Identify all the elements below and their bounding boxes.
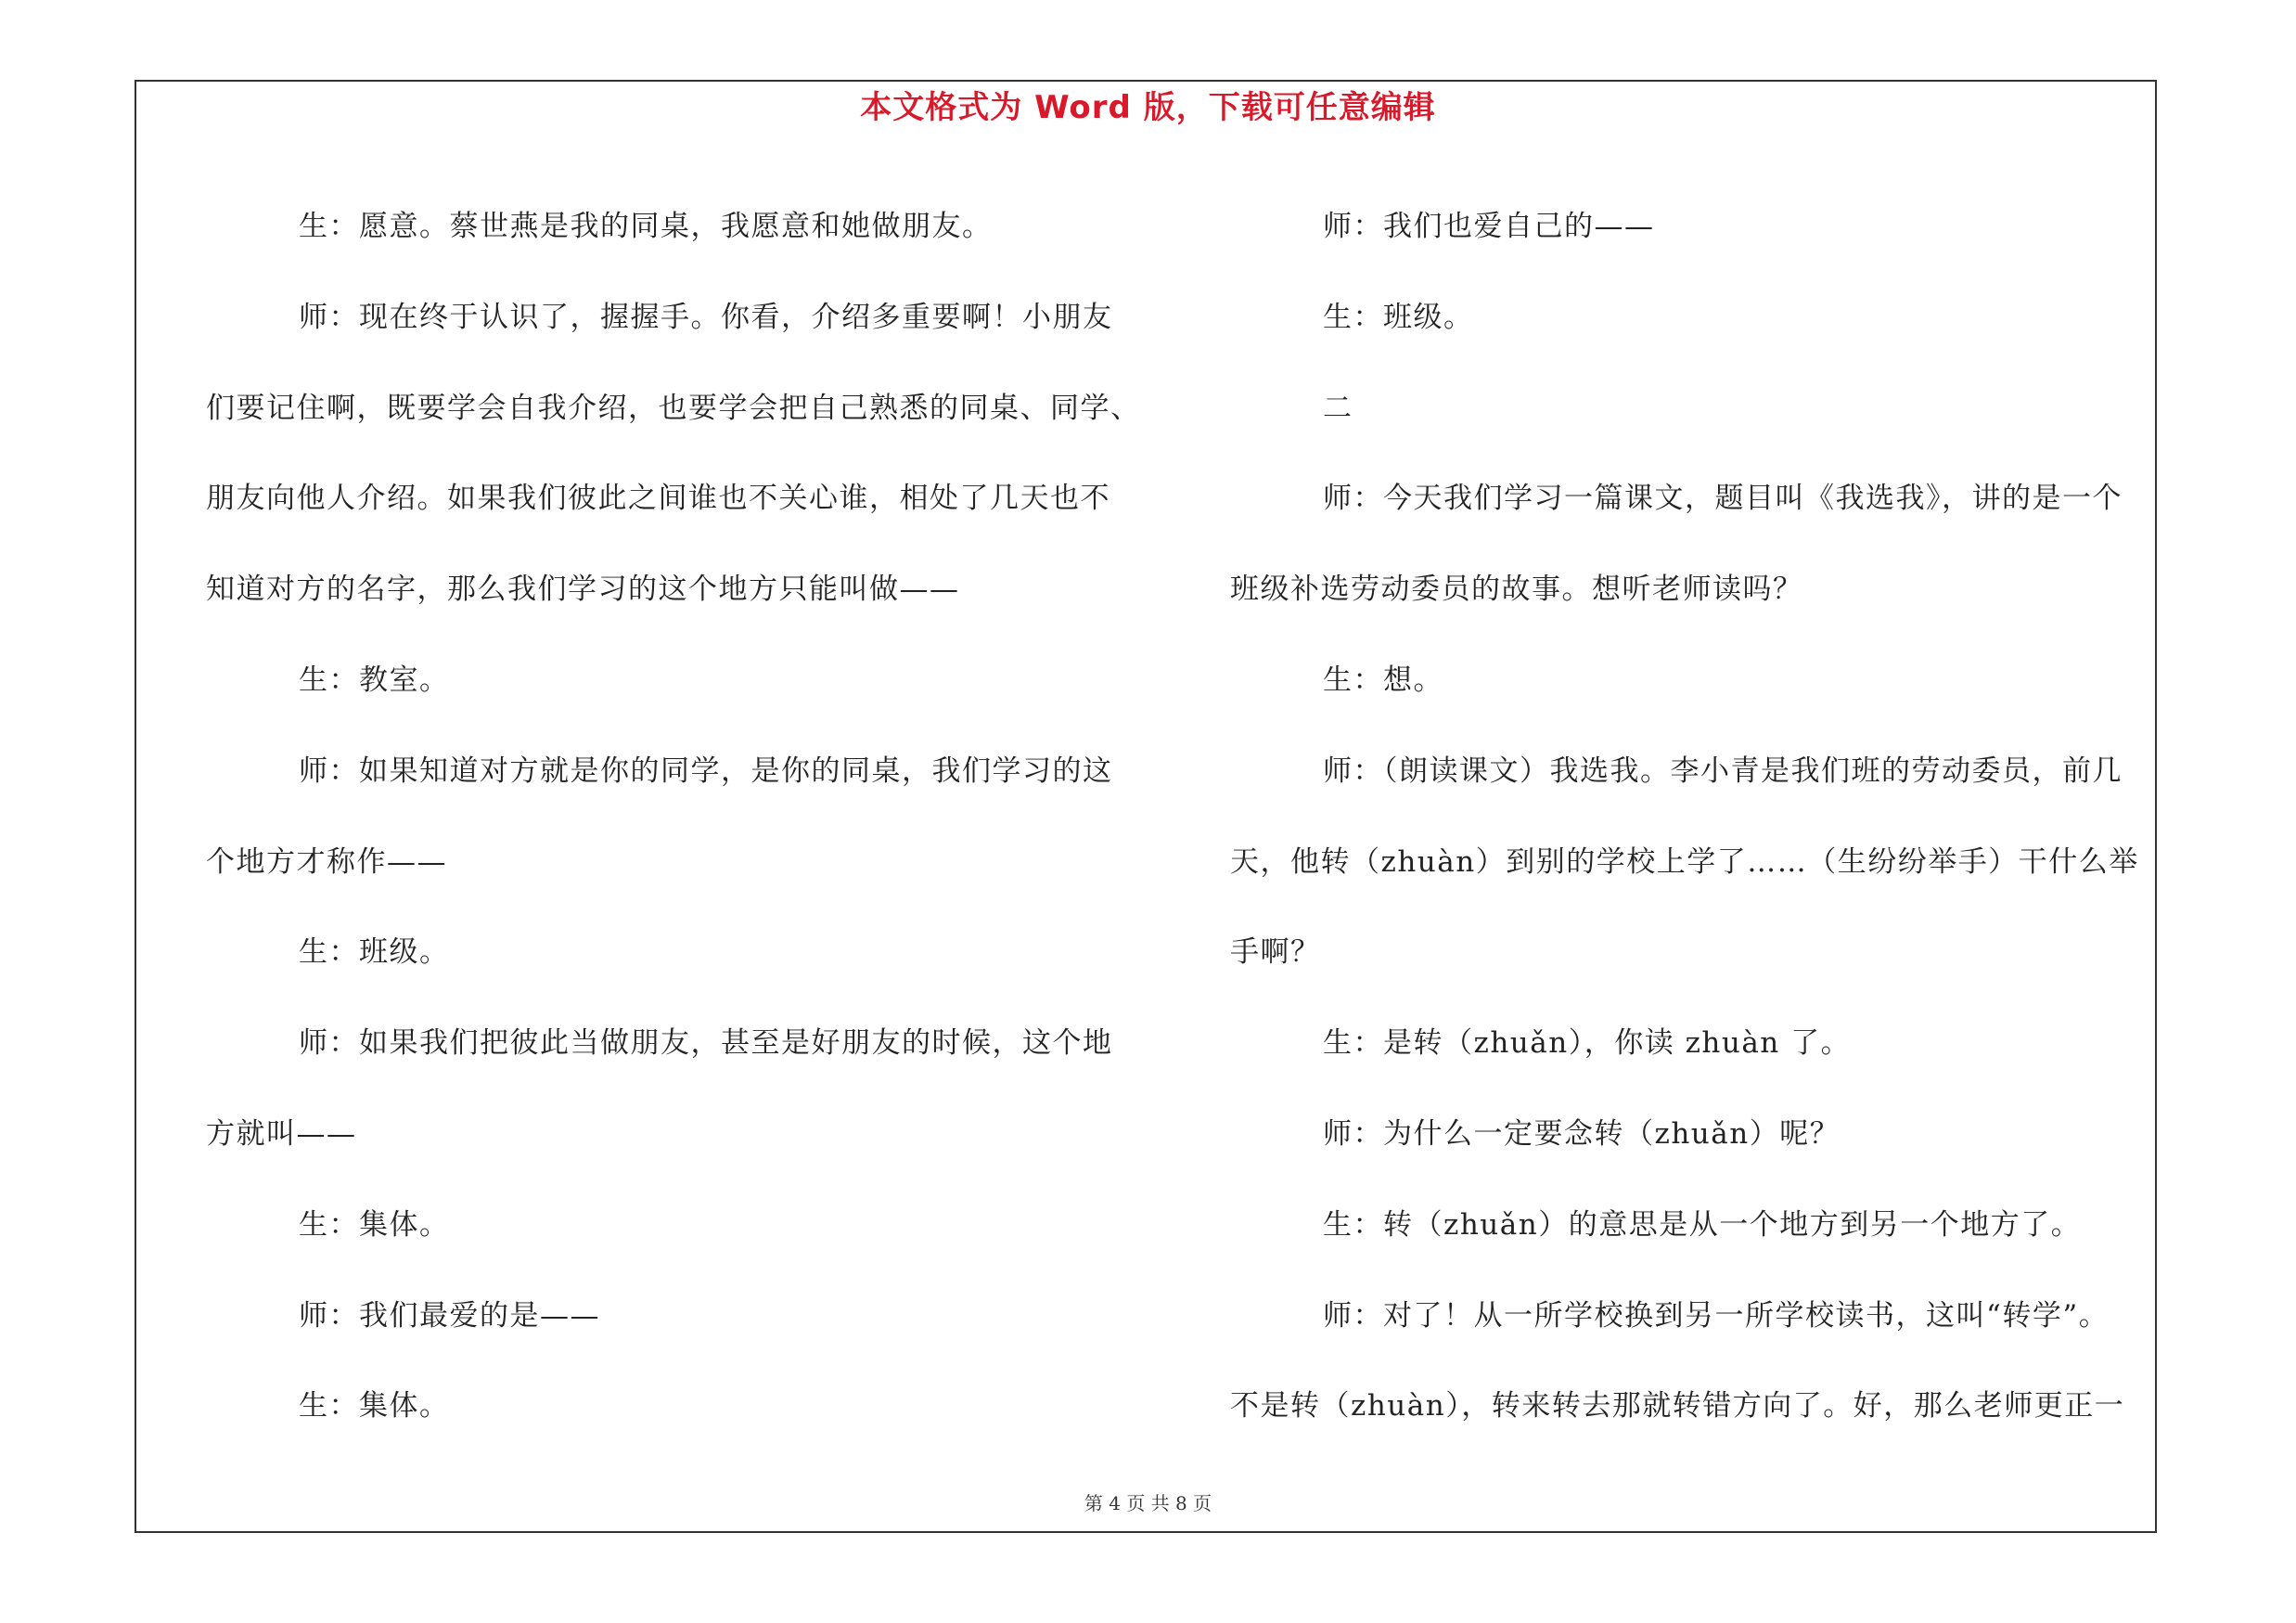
text-line: 师：我们最爱的是—— xyxy=(299,1298,600,1333)
text-line: 朋友向他人介绍。如果我们彼此之间谁也不关心谁，相处了几天也不 xyxy=(206,482,1110,516)
text-line: 班级补选劳动委员的故事。想听老师读吗？ xyxy=(1230,573,1803,607)
text-line: 生：班级。 xyxy=(1323,300,1474,334)
text-line: 师：我们也爱自己的—— xyxy=(1323,210,1655,243)
text-line: 生：转（zhuǎn）的意思是从一个地方到另一个地方了。 xyxy=(1323,1207,2082,1242)
text-line: 不是转（zhuàn），转来转去那就转错方向了。好，那么老师更正一 xyxy=(1230,1389,2125,1423)
text-line: 天，他转（zhuàn）到别的学校上学了……（生纷纷举手）干什么举 xyxy=(1230,844,2139,879)
text-line: 师：如果知道对方就是你的同学，是你的同桌，我们学习的这 xyxy=(299,754,1113,788)
text-line: 们要记住啊，既要学会自我介绍，也要学会把自己熟悉的同桌、同学、 xyxy=(206,391,1141,425)
text-line: 个地方才称作—— xyxy=(206,844,447,879)
text-line: 生：集体。 xyxy=(299,1389,450,1423)
format-banner: 本文格式为 Word 版，下载可任意编辑 xyxy=(860,89,1436,126)
text-line: 生：班级。 xyxy=(299,935,450,970)
text-line: 师：如果我们把彼此当做朋友，甚至是好朋友的时候，这个地 xyxy=(299,1026,1113,1061)
text-line: 生：集体。 xyxy=(299,1207,450,1242)
text-line: 生：教室。 xyxy=(299,663,450,697)
text-line: 生：是转（zhuǎn），你读 zhuàn 了。 xyxy=(1323,1026,1852,1061)
text-line: 知道对方的名字，那么我们学习的这个地方只能叫做—— xyxy=(206,573,960,607)
text-line: 师：对了！从一所学校换到另一所学校读书，这叫“转学”。 xyxy=(1323,1298,2110,1333)
text-line: 师：为什么一定要念转（zhuǎn）呢？ xyxy=(1323,1116,1841,1151)
right-column xyxy=(1230,182,2148,1452)
text-line: 师：（朗读课文）我选我。李小青是我们班的劳动委员，前几 xyxy=(1323,754,2123,788)
page-number-footer: 第 4 页 共 8 页 xyxy=(1084,1492,1212,1514)
text-line: 手啊？ xyxy=(1230,935,1321,970)
section-number: 二 xyxy=(1323,391,1353,425)
text-line: 师：现在终于认识了，握握手。你看，介绍多重要啊！小朋友 xyxy=(299,300,1113,334)
text-line: 生：想。 xyxy=(1323,663,1443,697)
left-column xyxy=(206,182,1141,1452)
text-line: 师：今天我们学习一篇课文，题目叫《我选我》，讲的是一个 xyxy=(1323,482,2123,516)
text-line: 方就叫—— xyxy=(206,1116,357,1151)
text-line: 生：愿意。蔡世燕是我的同桌，我愿意和她做朋友。 xyxy=(299,210,993,243)
